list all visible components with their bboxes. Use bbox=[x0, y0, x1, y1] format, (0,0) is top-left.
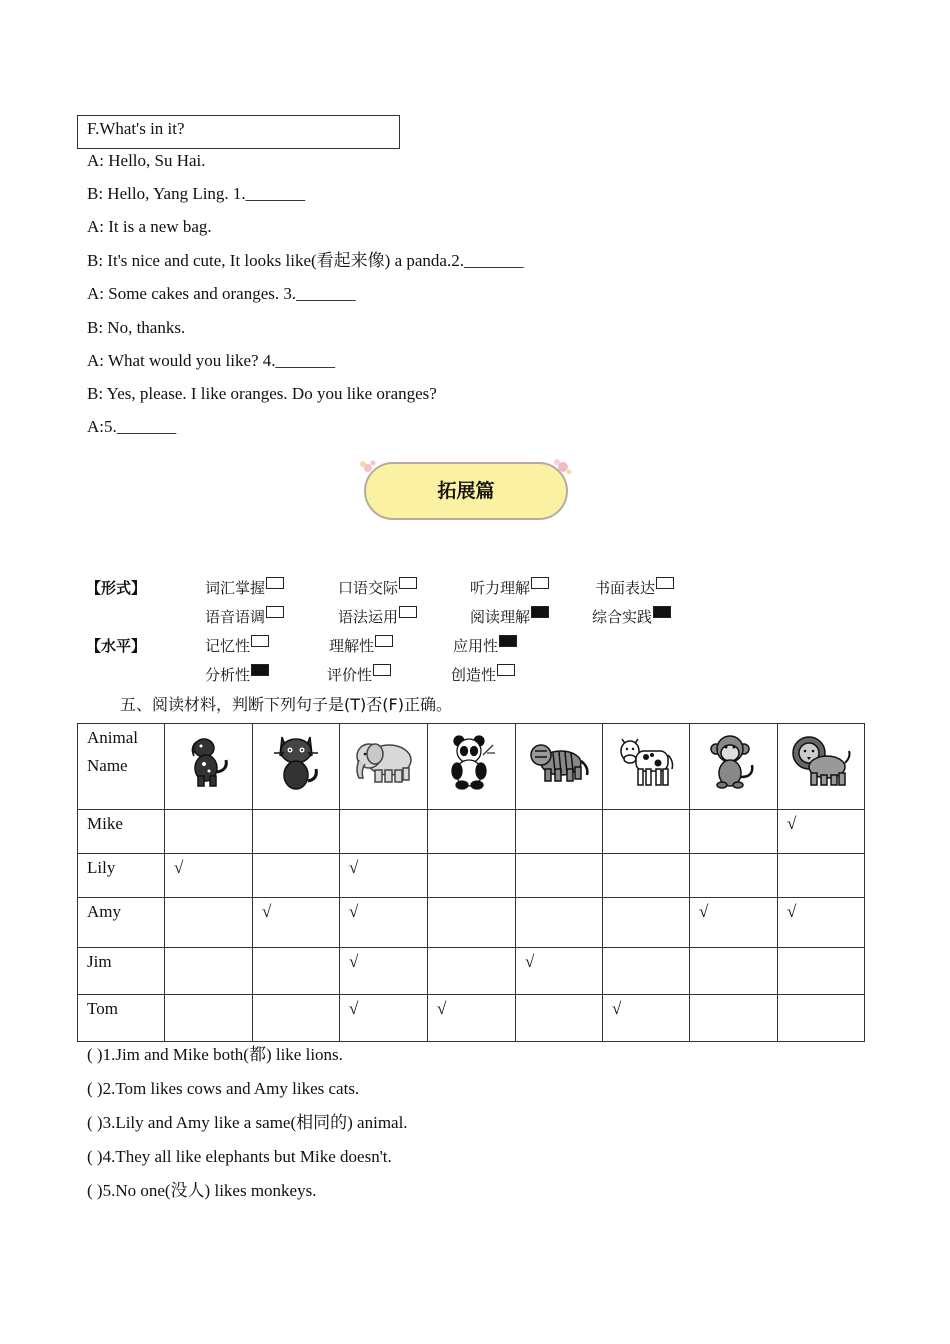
animal-preference-table bbox=[77, 723, 865, 1042]
mark-cell: √ bbox=[778, 898, 865, 948]
mark-cell: √ bbox=[690, 898, 778, 948]
mark-cell bbox=[603, 854, 690, 898]
lion-icon bbox=[789, 733, 853, 791]
mark-cell bbox=[690, 995, 778, 1042]
level-option: 创造性 bbox=[451, 664, 515, 684]
checkbox-filled-icon bbox=[653, 606, 671, 618]
checkbox-filled-icon bbox=[531, 606, 549, 618]
dialogue-title: F.What's in it? bbox=[77, 115, 400, 149]
level-option: 分析性 bbox=[205, 664, 269, 684]
mark-cell bbox=[165, 948, 253, 995]
mark-cell: √ bbox=[253, 898, 340, 948]
animal-cell bbox=[690, 724, 778, 810]
mark-cell bbox=[778, 995, 865, 1042]
header-label-animal: Animal bbox=[87, 728, 138, 747]
animal-cell bbox=[253, 724, 340, 810]
form-option: 语音语调 bbox=[205, 606, 284, 626]
mark-cell bbox=[516, 898, 603, 948]
dialogue-line: B: No, thanks. bbox=[87, 318, 186, 337]
form-label: 【形式】 bbox=[86, 579, 147, 597]
checkbox-filled-icon bbox=[499, 635, 517, 647]
form-option: 口语交际 bbox=[338, 577, 417, 597]
checkbox-empty-icon bbox=[497, 664, 515, 676]
section-title: 五、阅读材料，判断下列句子是(T)否(F)正确。 bbox=[120, 695, 452, 714]
tiger-icon bbox=[527, 737, 591, 787]
level-option: 评价性 bbox=[327, 664, 391, 684]
mark-cell bbox=[340, 810, 428, 854]
mark-cell bbox=[253, 948, 340, 995]
checkbox-empty-icon bbox=[266, 577, 284, 589]
level-label: 【水平】 bbox=[86, 637, 147, 655]
animal-cell bbox=[340, 724, 428, 810]
form-option: 书面表达 bbox=[595, 577, 674, 597]
animal-cell bbox=[516, 724, 603, 810]
form-option: 语法运用 bbox=[338, 606, 417, 626]
mark-cell: √ bbox=[340, 854, 428, 898]
mark-cell bbox=[516, 995, 603, 1042]
mark-cell bbox=[428, 948, 516, 995]
dialogue-line: A: Some cakes and oranges. 3._______ bbox=[87, 284, 356, 303]
form-option: 综合实践 bbox=[592, 606, 671, 626]
animal-cell bbox=[428, 724, 516, 810]
mark-cell: √ bbox=[340, 995, 428, 1042]
checkbox-empty-icon bbox=[375, 635, 393, 647]
mark-cell bbox=[428, 854, 516, 898]
animal-cell bbox=[603, 724, 690, 810]
mark-cell bbox=[603, 948, 690, 995]
dialogue-line: A: It is a new bag. bbox=[87, 217, 212, 236]
row-name: Mike bbox=[78, 810, 165, 854]
header-cell bbox=[78, 724, 165, 810]
mark-cell bbox=[603, 898, 690, 948]
dialogue-line: B: It's nice and cute, It looks like(看起来像) a panda.2._______ bbox=[87, 251, 524, 270]
mark-cell bbox=[778, 948, 865, 995]
mark-cell bbox=[428, 810, 516, 854]
checkbox-filled-icon bbox=[251, 664, 269, 676]
mark-cell: √ bbox=[516, 948, 603, 995]
row-name: Jim bbox=[78, 948, 165, 995]
row-name: Amy bbox=[78, 898, 165, 948]
mark-cell bbox=[165, 898, 253, 948]
animal-cell bbox=[778, 724, 865, 810]
form-option: 词汇掌握 bbox=[205, 577, 284, 597]
mark-cell bbox=[603, 810, 690, 854]
mark-cell: √ bbox=[340, 898, 428, 948]
form-option: 阅读理解 bbox=[470, 606, 549, 626]
table-row bbox=[78, 995, 865, 1042]
banner-label: 拓展篇 bbox=[437, 480, 495, 502]
mark-cell bbox=[253, 810, 340, 854]
dialogue-line: B: Yes, please. I like oranges. Do you like oranges? bbox=[87, 384, 437, 403]
mark-cell: √ bbox=[778, 810, 865, 854]
dog-icon bbox=[184, 734, 234, 790]
table-row bbox=[78, 854, 865, 898]
checkbox-empty-icon bbox=[399, 577, 417, 589]
mark-cell: √ bbox=[428, 995, 516, 1042]
mark-cell: √ bbox=[603, 995, 690, 1042]
mark-cell bbox=[165, 995, 253, 1042]
dialogue-line: B: Hello, Yang Ling. 1._______ bbox=[87, 184, 306, 203]
form-option: 听力理解 bbox=[470, 577, 549, 597]
level-option: 应用性 bbox=[453, 635, 517, 655]
checkbox-empty-icon bbox=[531, 577, 549, 589]
question-item: ( )5.No one(没人) likes monkeys. bbox=[87, 1181, 317, 1200]
checkbox-empty-icon bbox=[399, 606, 417, 618]
checkbox-empty-icon bbox=[251, 635, 269, 647]
table-row bbox=[78, 810, 865, 854]
mark-cell bbox=[253, 995, 340, 1042]
panda-icon bbox=[447, 733, 497, 791]
dialogue-line: A: Hello, Su Hai. bbox=[87, 151, 206, 170]
mark-cell bbox=[253, 854, 340, 898]
question-item: ( )3.Lily and Amy like a same(相同的) animal. bbox=[87, 1113, 408, 1132]
checkbox-empty-icon bbox=[656, 577, 674, 589]
mark-cell bbox=[428, 898, 516, 948]
elephant-icon bbox=[351, 736, 417, 788]
row-name: Lily bbox=[78, 854, 165, 898]
header-label-name: Name bbox=[87, 756, 128, 775]
mark-cell bbox=[778, 854, 865, 898]
mark-cell bbox=[165, 810, 253, 854]
monkey-icon bbox=[708, 733, 760, 791]
checkbox-empty-icon bbox=[373, 664, 391, 676]
question-item: ( )2.Tom likes cows and Amy likes cats. bbox=[87, 1079, 360, 1098]
mark-cell bbox=[516, 854, 603, 898]
level-option: 理解性 bbox=[329, 635, 393, 655]
mark-cell bbox=[516, 810, 603, 854]
mark-cell bbox=[690, 854, 778, 898]
question-item: ( )1.Jim and Mike both(都) like lions. bbox=[87, 1045, 343, 1064]
question-item: ( )4.They all like elephants but Mike doesn't. bbox=[87, 1147, 392, 1166]
table-row bbox=[78, 948, 865, 995]
mark-cell bbox=[690, 948, 778, 995]
level-option: 记忆性 bbox=[205, 635, 269, 655]
row-name: Tom bbox=[78, 995, 165, 1042]
cat-icon bbox=[270, 731, 322, 793]
section-banner bbox=[364, 462, 568, 520]
table-row bbox=[78, 898, 865, 948]
table-header-row bbox=[78, 724, 865, 810]
animal-cell bbox=[165, 724, 253, 810]
cow-icon bbox=[616, 733, 676, 791]
mark-cell: √ bbox=[340, 948, 428, 995]
mark-cell: √ bbox=[165, 854, 253, 898]
dialogue-line: A: What would you like? 4._______ bbox=[87, 351, 336, 370]
dialogue-line: A:5._______ bbox=[87, 417, 177, 436]
mark-cell bbox=[690, 810, 778, 854]
checkbox-empty-icon bbox=[266, 606, 284, 618]
